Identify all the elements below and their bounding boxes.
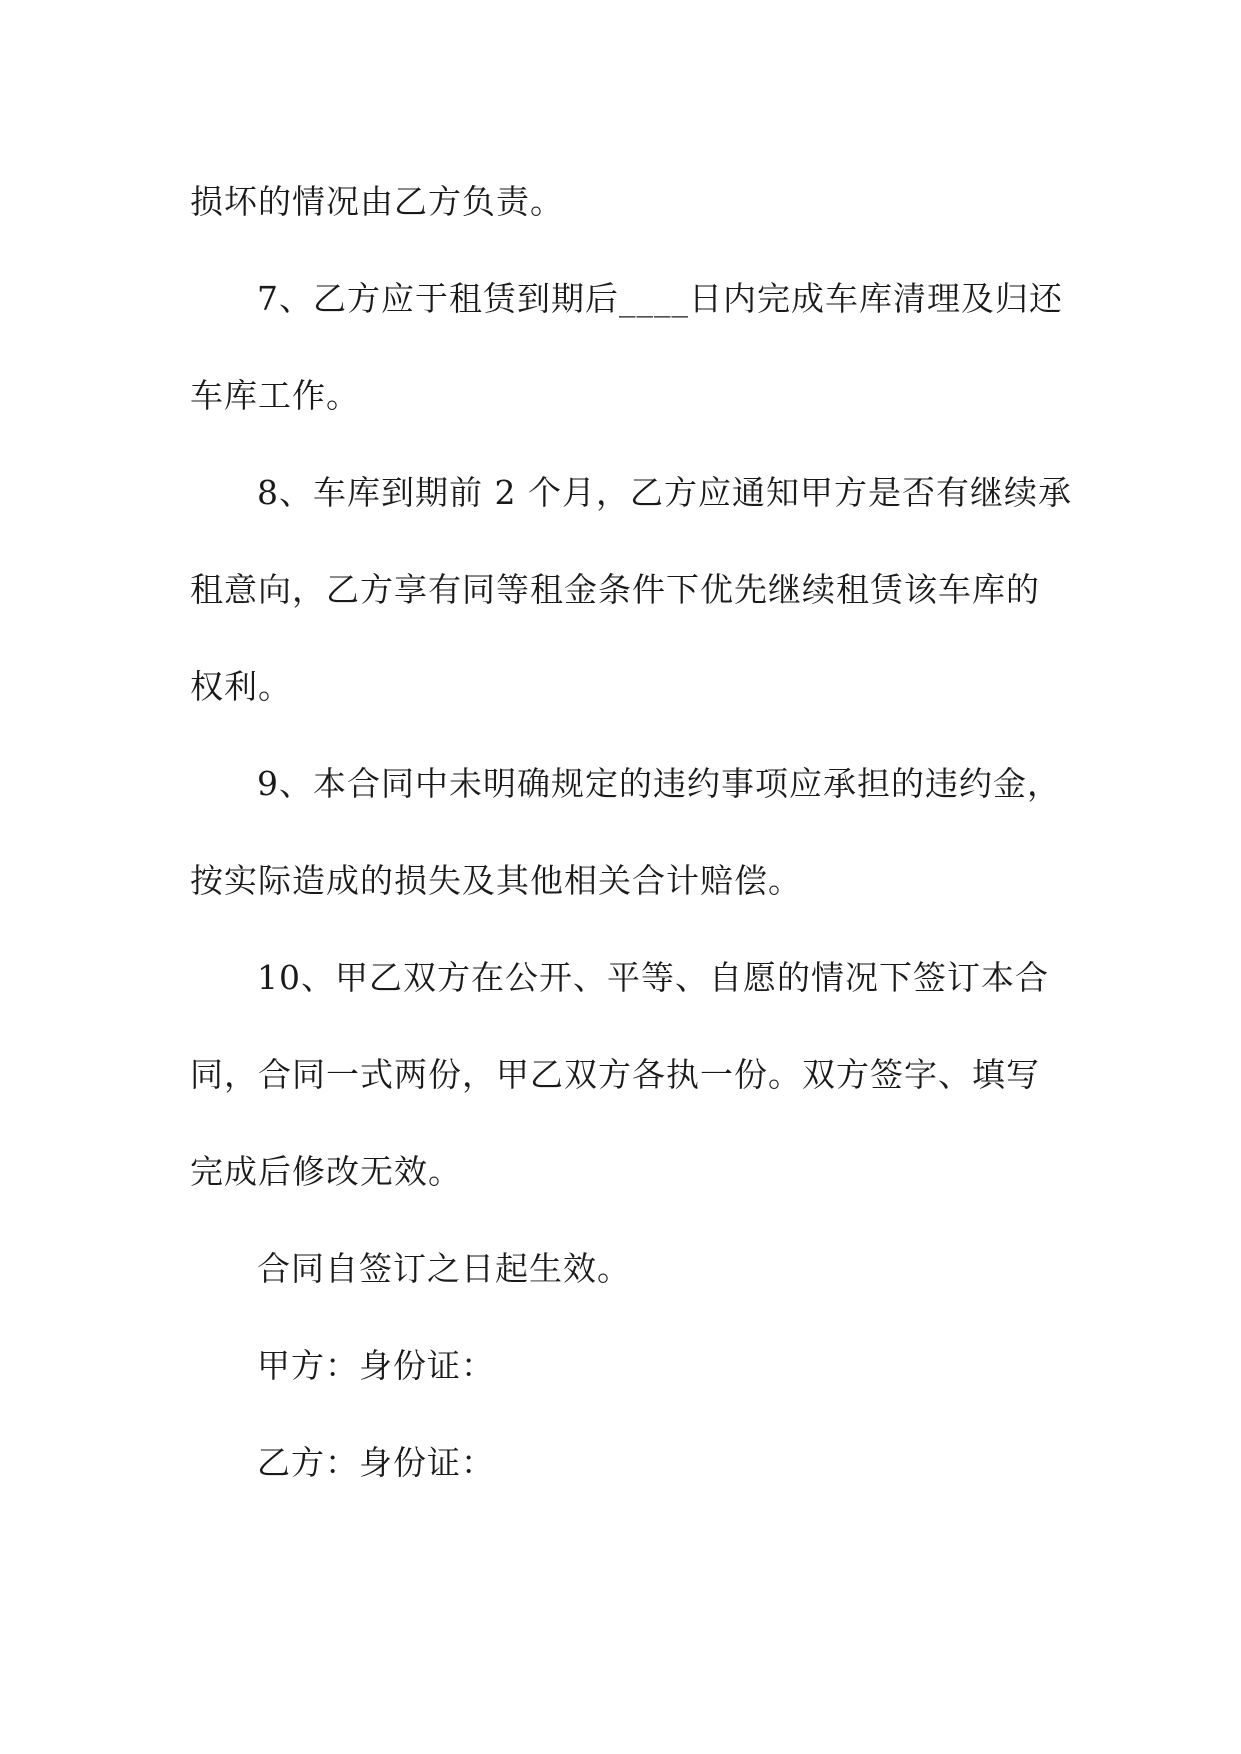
clause-9-line-1: 9、本合同中未明确规定的违约事项应承担的违约金，: [257, 764, 1061, 803]
clause-10-line-3: 完成后修改无效。: [190, 1152, 462, 1191]
clause-10-line-2: 同，合同一式两份，甲乙双方各执一份。双方签字、填写: [190, 1055, 1040, 1094]
clause-9-line-2: 按实际造成的损失及其他相关合计赔偿。: [190, 861, 802, 900]
clause-8-line-2: 租意向，乙方享有同等租金条件下优先继续租赁该车库的: [190, 570, 1040, 609]
effective-date-statement: 合同自签订之日起生效。: [257, 1249, 631, 1288]
clause-8-line-3: 权利。: [190, 667, 292, 706]
paragraph-6-end: 损坏的情况由乙方负责。: [190, 182, 564, 221]
clause-8-line-1: 8、车库到期前 2 个月，乙方应通知甲方是否有继续承: [257, 473, 1072, 512]
party-a-signature-line: 甲方：身份证：: [257, 1346, 495, 1385]
party-b-signature-line: 乙方：身份证：: [257, 1443, 495, 1482]
clause-7-line-2: 车库工作。: [190, 376, 360, 415]
clause-10-line-1: 10、甲乙双方在公开、平等、自愿的情况下签订本合: [257, 958, 1049, 997]
clause-7-line-1: 7、乙方应于租赁到期后____日内完成车库清理及归还: [257, 279, 1063, 318]
